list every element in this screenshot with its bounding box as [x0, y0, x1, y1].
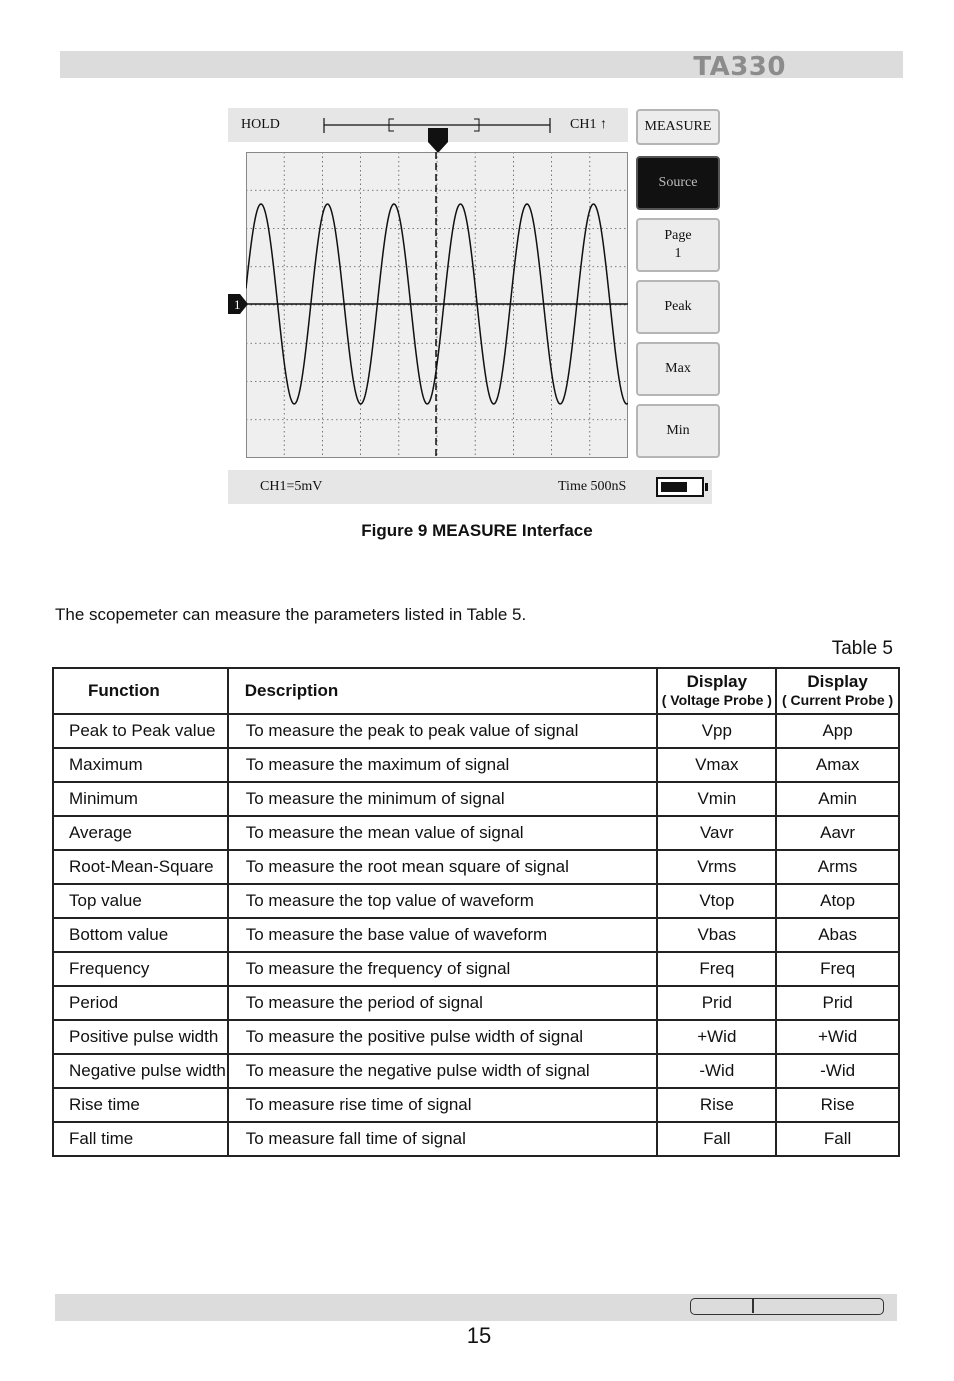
header-display-sub: ( Voltage Probe ) [661, 692, 772, 708]
table-row [53, 782, 899, 816]
softkey-label: MEASURE [644, 119, 712, 134]
hold-indicator: HOLD [241, 117, 280, 132]
source-softkey[interactable] [636, 156, 720, 210]
cell-description: To measure the minimum of signal [228, 782, 658, 816]
table-row [53, 850, 899, 884]
cell-function: Fall time [53, 1122, 228, 1156]
table-row [53, 816, 899, 850]
cell-function: Average [53, 816, 228, 850]
cell-function: Peak to Peak value [53, 714, 228, 748]
table-row [53, 714, 899, 748]
cell-display-current: +Wid [776, 1020, 899, 1054]
cell-description: To measure the positive pulse width of signal [228, 1020, 658, 1054]
table-row [53, 1020, 899, 1054]
cell-display-current: Aavr [776, 816, 899, 850]
cell-display-voltage: Fall [657, 1122, 776, 1156]
cell-display-current: Amin [776, 782, 899, 816]
header-description: Description [228, 668, 658, 714]
softkey-label: Peak [664, 299, 692, 314]
header-display-voltage [657, 668, 776, 714]
cell-description: To measure fall time of signal [228, 1122, 658, 1156]
cell-display-voltage: Vtop [657, 884, 776, 918]
cell-display-voltage: Prid [657, 986, 776, 1020]
header-display-label: Display [686, 672, 748, 691]
cell-function: Period [53, 986, 228, 1020]
cell-description: To measure the root mean square of signal [228, 850, 658, 884]
model-title: TA330 [693, 52, 786, 82]
softkey-label: Max [665, 361, 691, 376]
measurement-parameters-table [52, 667, 900, 1157]
waveform-grid [246, 152, 628, 458]
trigger-channel-label: CH1 ↑ [570, 117, 607, 132]
cell-display-current: Atop [776, 884, 899, 918]
table-row [53, 918, 899, 952]
header-display-current [776, 668, 899, 714]
cell-display-voltage: Vmax [657, 748, 776, 782]
timebase-readout: Time 500nS [558, 479, 627, 494]
table-row [53, 1122, 899, 1156]
cell-display-current: Rise [776, 1088, 899, 1122]
table-header-row [53, 668, 899, 714]
page-softkey[interactable] [636, 218, 720, 272]
cell-function: Rise time [53, 1088, 228, 1122]
min-softkey[interactable] [636, 404, 720, 458]
cell-description: To measure rise time of signal [228, 1088, 658, 1122]
cell-display-current: Freq [776, 952, 899, 986]
cell-function: Top value [53, 884, 228, 918]
cell-description: To measure the maximum of signal [228, 748, 658, 782]
channel-scale: CH1=5mV [260, 479, 323, 494]
cell-display-voltage: Vpp [657, 714, 776, 748]
cell-description: To measure the mean value of signal [228, 816, 658, 850]
cell-description: To measure the period of signal [228, 986, 658, 1020]
battery-icon [656, 477, 704, 497]
cell-function: Maximum [53, 748, 228, 782]
header-function: Function [53, 668, 228, 714]
table-row [53, 748, 899, 782]
scope-bottom-bar [228, 470, 712, 504]
cell-display-current: Abas [776, 918, 899, 952]
cell-display-current: Prid [776, 986, 899, 1020]
cell-display-current: Fall [776, 1122, 899, 1156]
table-row [53, 952, 899, 986]
trigger-position-marker [426, 128, 450, 154]
cell-description: To measure the peak to peak value of signal [228, 714, 658, 748]
footer-tab-shape [690, 1298, 884, 1315]
cell-function: Frequency [53, 952, 228, 986]
cell-display-current: -Wid [776, 1054, 899, 1088]
figure-caption: Figure 9 MEASURE Interface [361, 521, 593, 540]
max-softkey[interactable] [636, 342, 720, 396]
peak-softkey[interactable] [636, 280, 720, 334]
cell-display-voltage: -Wid [657, 1054, 776, 1088]
cell-description: To measure the base value of waveform [228, 918, 658, 952]
table-row [53, 1088, 899, 1122]
cell-display-voltage: +Wid [657, 1020, 776, 1054]
cell-description: To measure the frequency of signal [228, 952, 658, 986]
softkey-label: Min [666, 423, 690, 438]
cell-description: To measure the negative pulse width of signal [228, 1054, 658, 1088]
cell-display-voltage: Vbas [657, 918, 776, 952]
cell-function: Root-Mean-Square [53, 850, 228, 884]
page-number: 15 [466, 1323, 492, 1348]
cell-function: Bottom value [53, 918, 228, 952]
table-row [53, 986, 899, 1020]
cell-function: Positive pulse width [53, 1020, 228, 1054]
header-display-sub: ( Current Probe ) [781, 692, 894, 708]
cell-function: Negative pulse width [53, 1054, 228, 1088]
cell-display-voltage: Freq [657, 952, 776, 986]
cell-function: Minimum [53, 782, 228, 816]
cell-display-voltage: Vrms [657, 850, 776, 884]
table-row [53, 1054, 899, 1088]
waveform-display [246, 152, 628, 458]
svg-text:1: 1 [234, 297, 241, 312]
header-display-label: Display [807, 672, 868, 691]
cell-display-current: App [776, 714, 899, 748]
intro-paragraph: The scopemeter can measure the parameters listed in Table 5. [55, 605, 527, 624]
cell-display-voltage: Rise [657, 1088, 776, 1122]
measure-menu-title[interactable] [636, 109, 720, 145]
cell-display-current: Arms [776, 850, 899, 884]
cell-display-current: Amax [776, 748, 899, 782]
scope-screenshot [228, 108, 724, 506]
table-row [53, 884, 899, 918]
softkey-label: Page 1 [664, 228, 692, 261]
cell-display-voltage: Vmin [657, 782, 776, 816]
cell-description: To measure the top value of waveform [228, 884, 658, 918]
channel1-level-marker [228, 294, 250, 314]
cell-display-voltage: Vavr [657, 816, 776, 850]
softkey-label: Source [658, 175, 698, 190]
table-caption: Table 5 [831, 638, 893, 659]
